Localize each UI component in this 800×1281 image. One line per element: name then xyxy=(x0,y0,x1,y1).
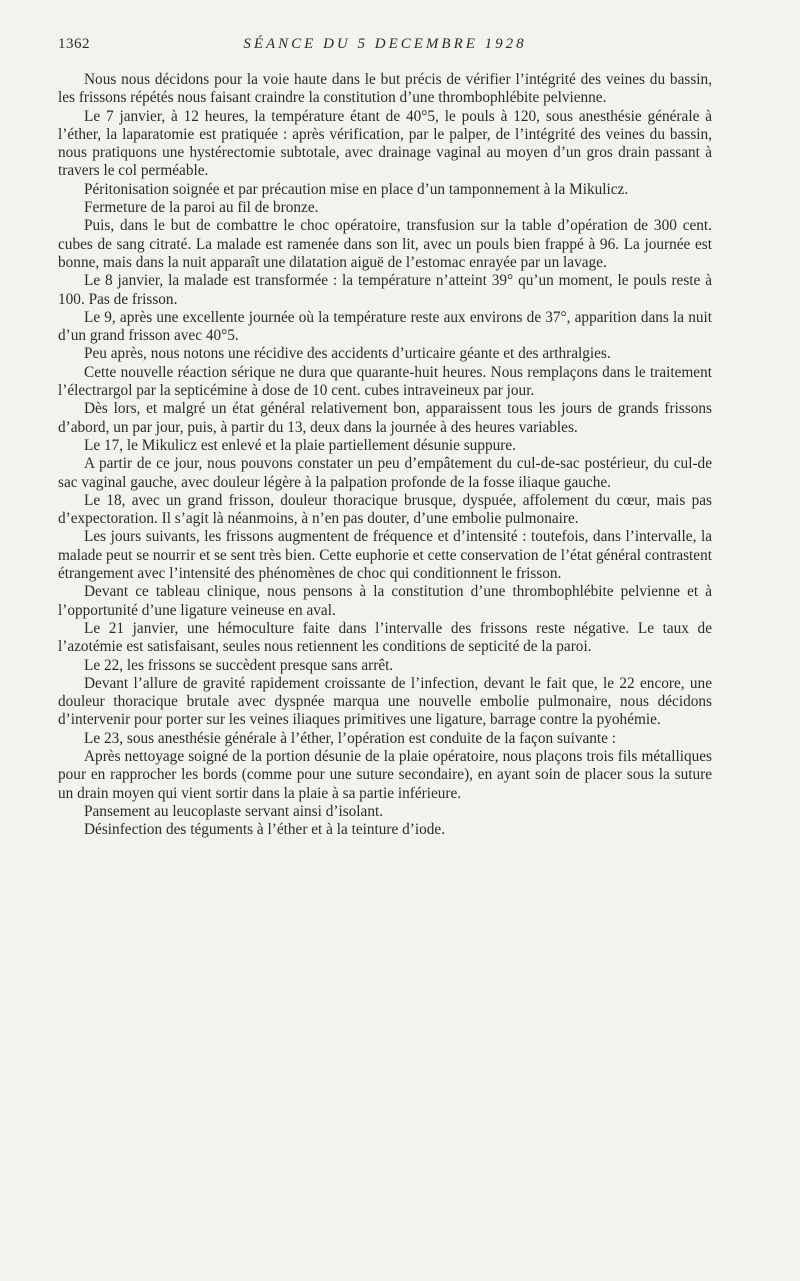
running-title: SÉANCE DU 5 DECEMBRE 1928 xyxy=(243,36,527,52)
paragraph-empatement: A partir de ce jour, nous pouvons constater un peu d’empâtement du cul-de-sac postérieur, du cul-de sac vaginal gauche, avec douleur légère à la palpation profonde de la fosse iliaque gauche. xyxy=(58,455,712,491)
paragraph-transfusion: Puis, dans le but de combattre le choc opératoire, transfusion sur la table d’opération de 300 cent. cubes de sang citraté. La malade est ramenée dans son lit, avec un pouls bien frappé à 96. La journée est bonne, mais dans la nuit apparaît une dilatation aiguë de l’estomac enrayée par un lavage. xyxy=(58,217,712,271)
paragraph-18-janvier: Le 18, avec un grand frisson, douleur thoracique brusque, dyspuée, affolement du cœur, mais pas d’expectoration. Il s’agit là néanmoins, à n’en pas douter, d’une embolie pulmonaire. xyxy=(58,491,712,528)
paragraph-reaction-serique: Cette nouvelle réaction sérique ne dura que quarante-huit heures. Nous remplaçons dans le traitement l’électrargol par la septicémine à dose de 10 cent. cubes intraveineux par jour. xyxy=(58,363,712,400)
paragraph-jours-suivants: Les jours suivants, les frissons augmentent de fréquence et d’intensité : toutefois, dans l’intervalle, la malade peut se nourrir et se sent très bien. Cette euphorie et cette conservation de l’état général contrastent étrangement avec l’intensité des phénomènes de choc qui conditionnent le frisson. xyxy=(58,528,712,583)
paragraph-17-janvier: Le 17, le Mikulicz est enlevé et la plaie partiellement désunie suppure. xyxy=(84,436,516,454)
paragraph-nettoyage: Après nettoyage soigné de la portion désunie de la plaie opératoire, nous plaçons trois fils métalliques pour en rapprocher les bords (comme pour une suture secondaire), en ayant soin de placer sous la suture un drain moyen qui vient sortir dans la plaie à sa partie inférieure. xyxy=(58,747,712,802)
paragraph-21-janvier: Le 21 janvier, une hémoculture faite dans l’intervalle des frissons reste négative. Le taux de l’azotémie est satisfaisant, seules nous retiennent les conditions de septicité de la paroi. xyxy=(58,619,712,656)
paragraph-voie-haute: Nous nous décidons pour la voie haute dans le but précis de vérifier l’intégrité des veines du bassin, les frissons répétés nous faisant craindre la constitution d’une thrombophlébite pelvienne. xyxy=(58,71,712,107)
paragraph-des-lors: Dès lors, et malgré un état général relativement bon, apparaissent tous les jours de grands frissons d’abord, un par jour, puis, à partir du 13, deux dans la journée à des heures variables. xyxy=(58,400,712,436)
paragraph-tableau-clinique: Devant ce tableau clinique, nous pensons à la constitution d’une thrombophlébite pelvienne et à l’opportunité d’une ligature veineuse en aval. xyxy=(58,583,712,619)
paragraph-recidive: Peu après, nous notons une récidive des accidents d’urticaire géante et des arthralgies. xyxy=(84,345,611,363)
page-number: 1362 xyxy=(58,36,90,52)
paragraph-9-janvier: Le 9, après une excellente journée où la température reste aux environs de 37°, apparition dans la nuit d’un grand frisson avec 40°5. xyxy=(58,308,712,345)
paragraph-7-janvier: Le 7 janvier, à 12 heures, la température étant de 40°5, le pouls à 120, sous anesthésie générale à l’éther, la laparatomie est pratiquée : après vérification, par le palper, de l’intégrité des veines du bassin, nous pratiquons une hystérectomie subtotale, avec drainage vaginal au moyen d’un gros drain passant à travers le col perméable. xyxy=(58,107,712,180)
paragraph-desinfection: Désinfection des téguments à l’éther et à la teinture d’iode. xyxy=(84,821,446,839)
page-header xyxy=(58,36,712,60)
paragraph-fermeture: Fermeture de la paroi au fil de bronze. xyxy=(84,199,319,217)
paragraph-8-janvier: Le 8 janvier, la malade est transformée : la température n’atteint 39° qu’un moment, le pouls reste à 100. Pas de frisson. xyxy=(58,272,712,308)
paragraph-gravite: Devant l’allure de gravité rapidement croissante de l’infection, devant le fait que, le 22 encore, une douleur thoracique brutale avec dyspnée marqua une nouvelle embolie pulmonaire, nous décidons d’intervenir pour porter sur les veines iliaques primitives une ligature, barrage contre la pyohémie. xyxy=(58,674,712,729)
paragraph-22-janvier: Le 22, les frissons se succèdent presque sans arrêt. xyxy=(84,656,394,674)
paragraph-23-janvier: Le 23, sous anesthésie générale à l’éther, l’opération est conduite de la façon suivante : xyxy=(84,729,617,747)
paragraph-peritonisation: Péritonisation soignée et par précaution mise en place d’un tamponnement à la Mikulicz. xyxy=(84,180,629,198)
body-text xyxy=(58,71,712,839)
paragraph-pansement: Pansement au leucoplaste servant ainsi d’isolant. xyxy=(84,802,384,820)
